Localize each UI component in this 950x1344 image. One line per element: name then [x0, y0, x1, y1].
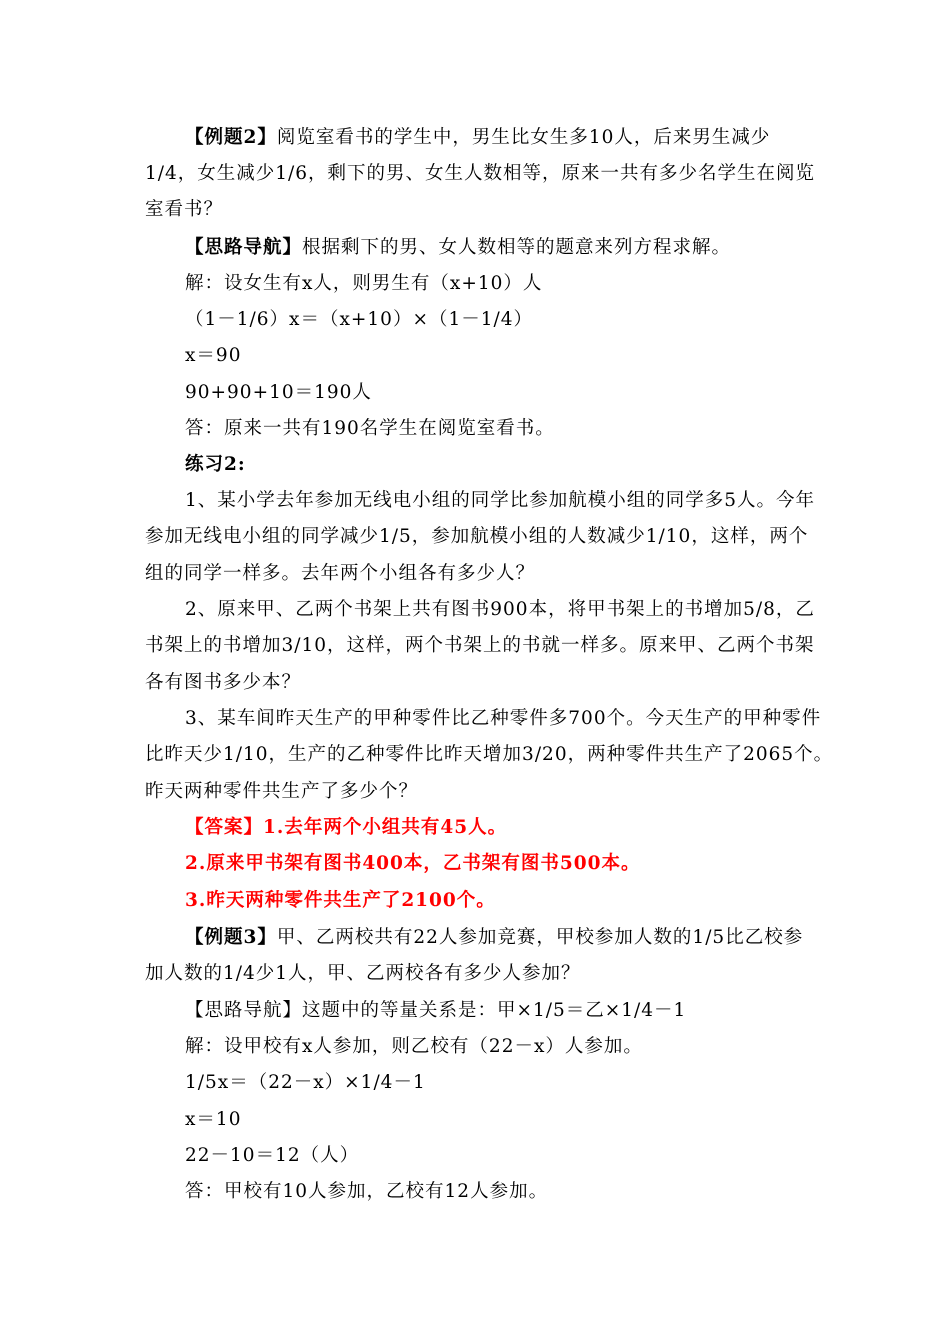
example3-answer: 答：甲校有10人参加，乙校有12人参加。	[185, 1181, 549, 1202]
example2-hint-label: 【思路导航】	[185, 237, 303, 258]
example3-solution-line4: 22－10＝12（人）	[185, 1145, 360, 1166]
example3-solution-line1: 解：设甲校有x人参加，则乙校有（22－x）人参加。	[185, 1036, 643, 1057]
practice2-q3-line2: 比昨天少1/10，生产的乙种零件比昨天增加3/20，两种零件共生产了2065个。	[145, 744, 834, 765]
practice2-q1-line2: 参加无线电小组的同学减少1/5，参加航模小组的人数减少1/10，这样，两个	[145, 526, 809, 547]
example3-solution-line3: x＝10	[185, 1109, 242, 1130]
practice2-q1-line1: 1、某小学去年参加无线电小组的同学比参加航模小组的同学多5人。今年	[185, 490, 816, 511]
practice2-q2-line2: 书架上的书增加3/10，这样，两个书架上的书就一样多。原来甲、乙两个书架	[145, 635, 815, 656]
practice2-q2-line1: 2、原来甲、乙两个书架上共有图书900本，将甲书架上的书增加5/8，乙	[185, 599, 815, 620]
practice2-q2-line3: 各有图书多少本？	[145, 672, 302, 693]
practice2-q3-line1: 3、某车间昨天生产的甲种零件比乙种零件多700个。今天生产的甲种零件	[185, 708, 822, 729]
example2-question-line2: 1/4，女生减少1/6，剩下的男、女生人数相等，原来一共有多少名学生在阅览	[145, 163, 816, 184]
practice2-q3-line3: 昨天两种零件共生产了多少个？	[145, 781, 419, 802]
example2-solution-line2: （1－1/6）x＝（x+10）×（1－1/4）	[185, 309, 533, 330]
practice2-label: 练习2:	[185, 454, 246, 475]
answer-label: 【答案】	[185, 817, 264, 838]
practice2-answer-2: 2.原来甲书架有图书400本，乙书架有图书500本。	[185, 853, 641, 874]
example2-solution-line1: 解：设女生有x人，则男生有（x+10）人	[185, 273, 543, 294]
example2-label: 【例题2】	[185, 127, 277, 148]
example2-answer: 答：原来一共有190名学生在阅览室看书。	[185, 418, 555, 439]
practice2-q1-line3: 组的同学一样多。去年两个小组各有多少人？	[145, 563, 536, 584]
example3-solution-line2: 1/5x＝（22－x）×1/4－1	[185, 1072, 426, 1093]
practice2-answer-3: 3.昨天两种零件共生产了2100个。	[185, 890, 496, 911]
example3-label: 【例题3】	[185, 927, 277, 948]
example2-question-line1: 【例题2】阅览室看书的学生中，男生比女生多10人，后来男生减少	[185, 127, 771, 148]
example2-question-line3: 室看书？	[145, 199, 224, 220]
example2-solution-line4: 90+90+10＝190人	[185, 382, 372, 403]
example2-hint: 【思路导航】根据剩下的男、女人数相等的题意来列方程求解。	[185, 237, 732, 258]
example3-question-line1: 【例题3】甲、乙两校共有22人参加竞赛，甲校参加人数的1/5比乙校参	[185, 927, 804, 948]
example3-hint: 【思路导航】这题中的等量关系是：甲×1/5＝乙×1/4－1	[185, 1000, 687, 1021]
example2-solution-line3: x＝90	[185, 345, 242, 366]
example3-question-line2: 加人数的1/4少1人，甲、乙两校各有多少人参加？	[145, 963, 581, 984]
practice2-answer-1: 【答案】1.去年两个小组共有45人。	[185, 817, 508, 838]
